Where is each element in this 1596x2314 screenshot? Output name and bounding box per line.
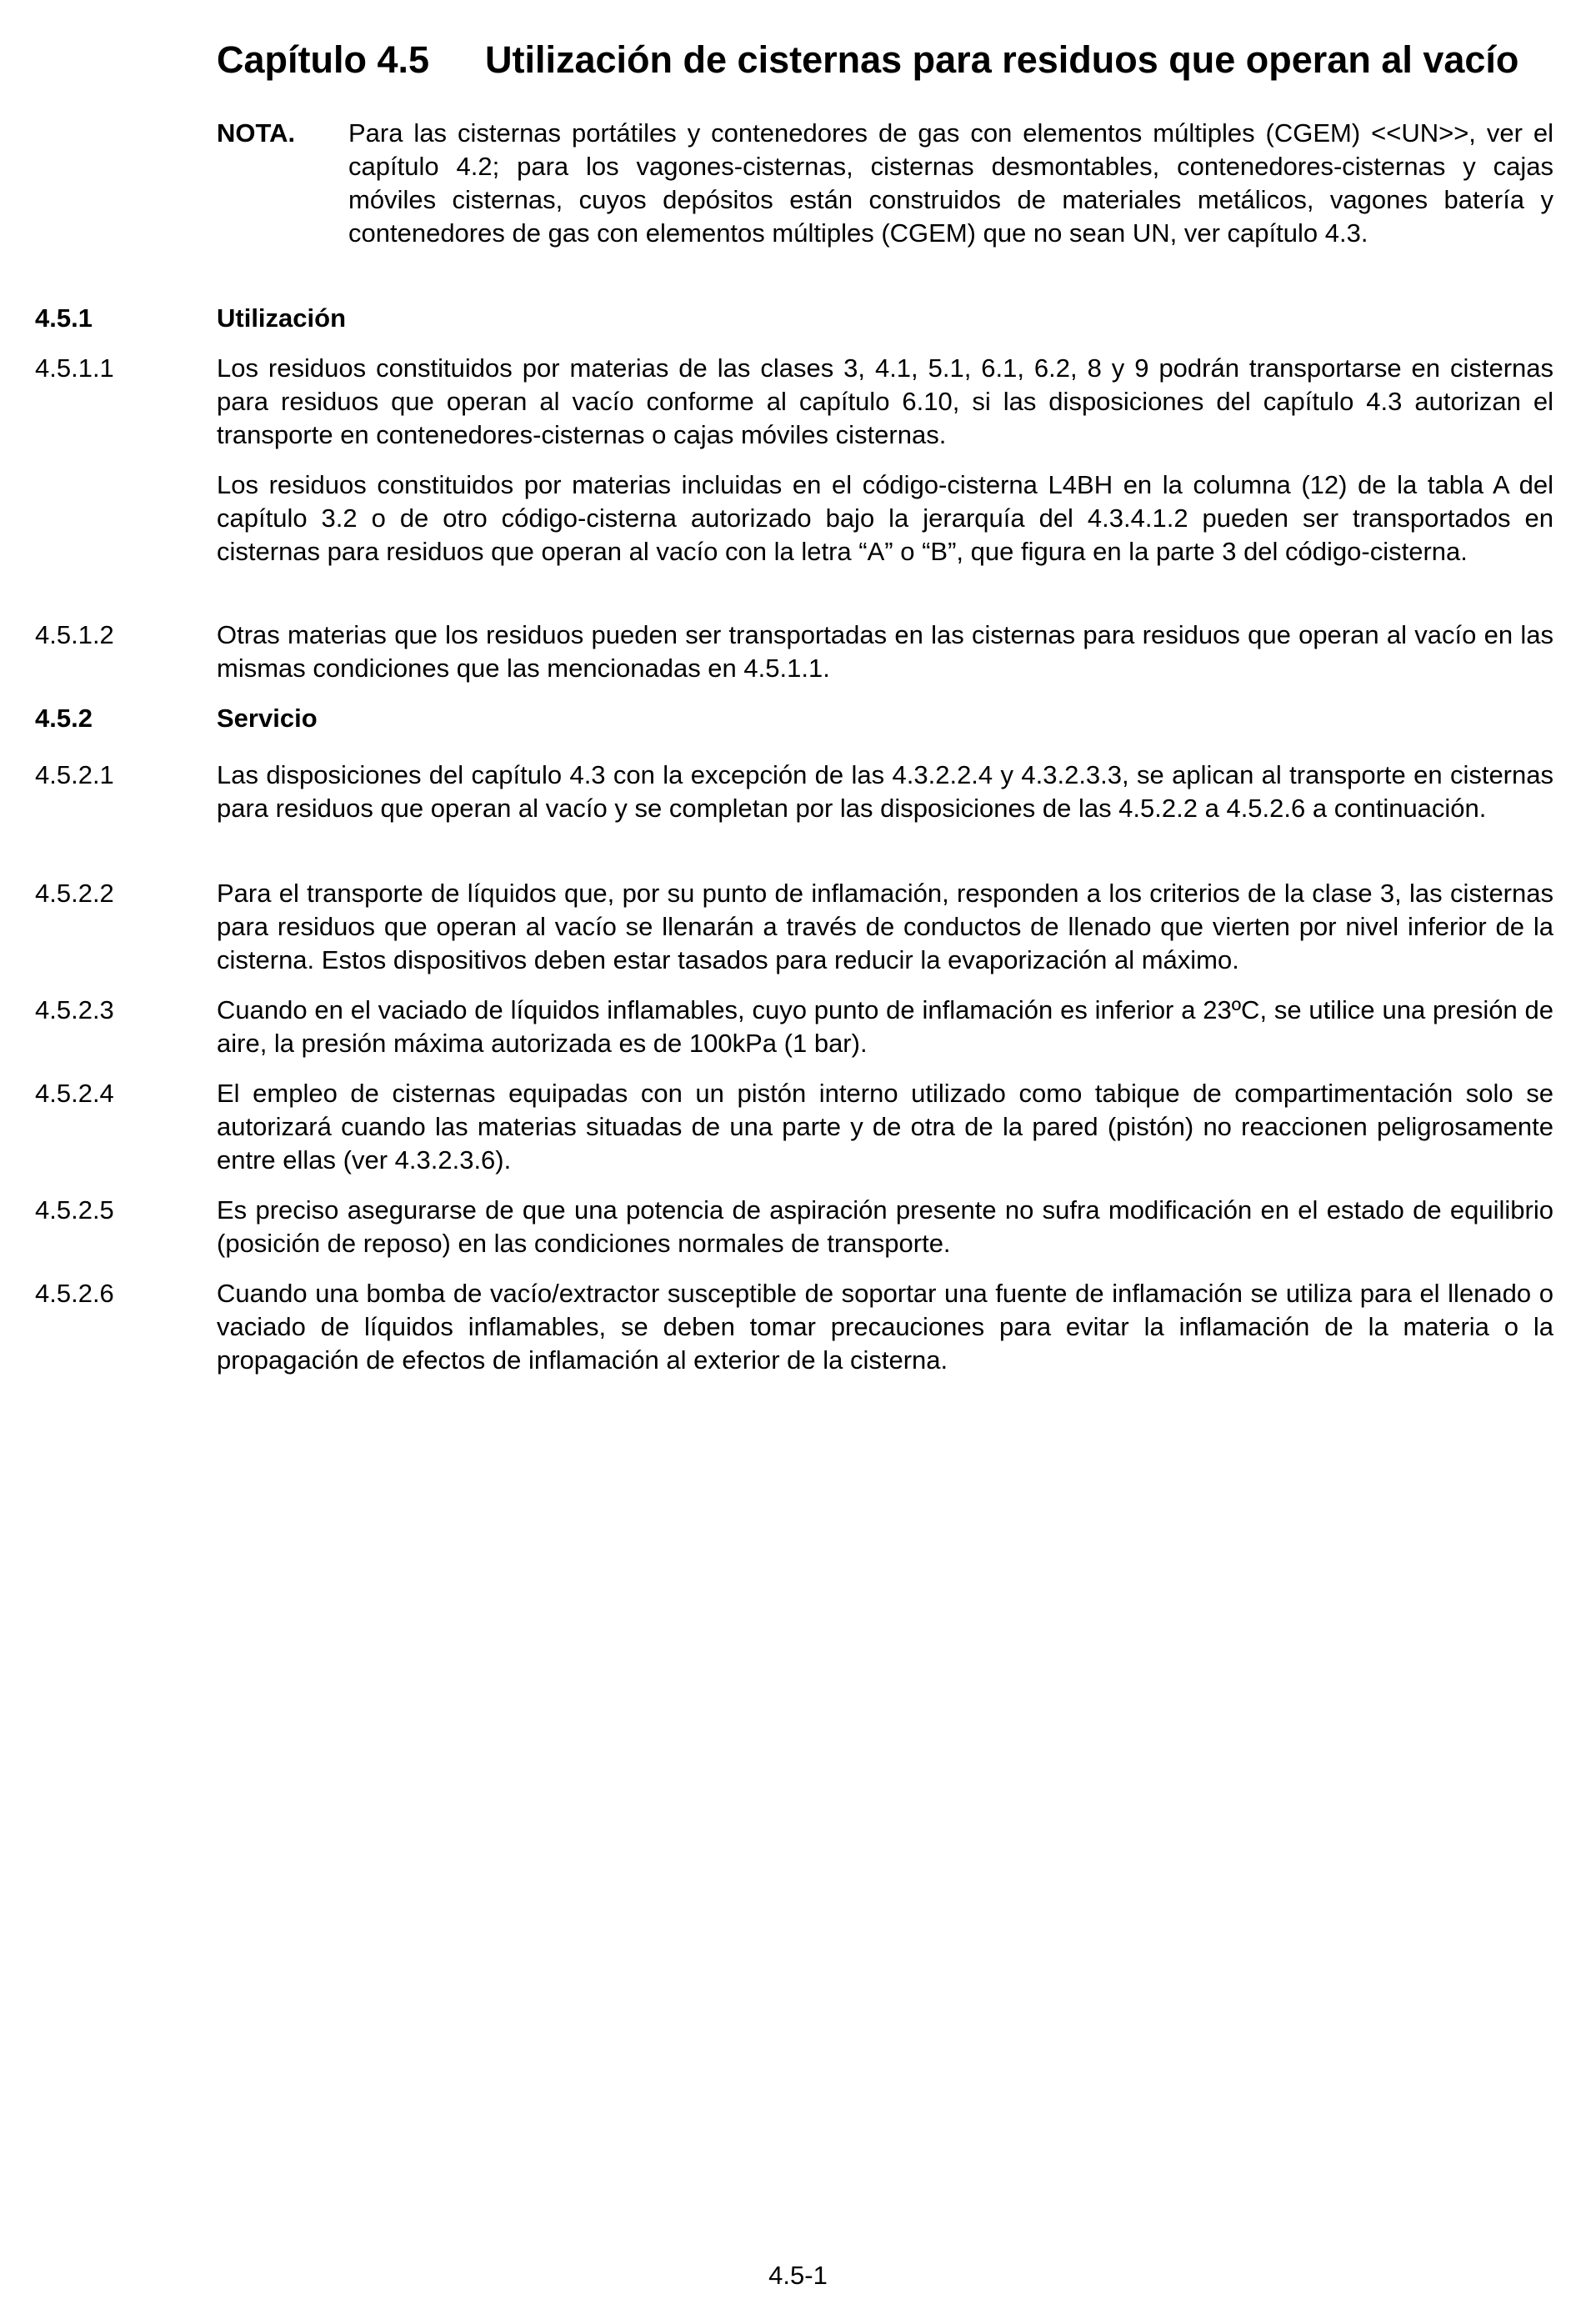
paragraph: El empleo de cisternas equipadas con un pistón interno utilizado como tabique de compartimentación solo se autorizará cuando las materias situadas de una parte y de otra de la pared (pistón) no reaccionen peligrosamente entre ellas (ver 4.3.2.3.6). <box>217 1079 1553 1175</box>
subsection-number: 4.5.1.1 <box>35 353 114 383</box>
paragraph: Es preciso asegurarse de que una potencia de aspiración presente no sufra modificación en el estado de equilibrio (posición de reposo) en las condiciones normales de transporte. <box>217 1195 1553 1258</box>
page-number: 4.5-1 <box>768 2261 828 2290</box>
subsection-4-5-1-1 <box>35 352 1553 452</box>
paragraph: Los residuos constituidos por materias de las clases 3, 4.1, 5.1, 6.1, 6.2, 8 y 9 podrán transportarse en cisternas para residuos que operan al vacío conforme al capítulo 6.10, si las disposiciones del capítulo 4.3 autorizan el transporte en contenedores-cisternas o cajas móviles cisternas. <box>217 353 1553 449</box>
subsection-number: 4.5.2.1 <box>35 760 114 789</box>
subsection-number: 4.5.2.6 <box>35 1279 114 1308</box>
subsection-number: 4.5.2.3 <box>35 995 114 1024</box>
subsection-number: 4.5.1.2 <box>35 620 114 649</box>
paragraph: Cuando en el vaciado de líquidos inflamables, cuyo punto de inflamación es inferior a 23ºC, se utilice una presión de aire, la presión máxima autorizada es de 100kPa (1 bar). <box>217 995 1553 1058</box>
subsection-4-5-1-1-continued <box>35 468 1553 568</box>
chapter-heading: Utilización de cisternas para residuos que operan al vacío <box>485 38 1519 81</box>
note-block <box>217 117 1553 250</box>
note-text: Para las cisternas portátiles y contenedores de gas con elementos múltiples (CGEM) <<UN>>, ver el capítulo 4.2; para los vagones-cisternas, cisternas desmontables, contenedores-cisternas y cajas móviles cisternas, cuyos depósitos están construidos de materiales metálicos, vagones batería y contenedores de gas con elementos múltiples (CGEM) que no sean UN, ver capítulo 4.3. <box>348 118 1553 248</box>
section-number: 4.5.2 <box>35 704 93 733</box>
subsection-4-5-2-2 <box>35 877 1553 977</box>
subsection-number: 4.5.2.5 <box>35 1195 114 1225</box>
chapter-title <box>217 35 1518 85</box>
subsection-4-5-1-2 <box>35 619 1553 685</box>
paragraph: Los residuos constituidos por materias incluidas en el código-cisterna L4BH en la columna (12) de la tabla A del capítulo 3.2 o de otro código-cisterna autorizado bajo la jerarquía del 4.3.4.1.2 pueden ser transportados en cisternas para residuos que operan al vacío con la letra “A” o “B”, que figura en la parte 3 del código-cisterna. <box>217 470 1553 566</box>
subsection-number: 4.5.2.4 <box>35 1079 114 1108</box>
subsection-4-5-2-6 <box>35 1277 1553 1377</box>
section-number: 4.5.1 <box>35 303 93 333</box>
section-heading: Servicio <box>217 704 318 733</box>
section-heading: Utilización <box>217 303 347 333</box>
chapter-number: Capítulo 4.5 <box>217 38 430 81</box>
paragraph: Para el transporte de líquidos que, por su punto de inflamación, responden a los criterios de la clase 3, las cisternas para residuos que operan al vacío se llenarán a través de conductos de llenado que vierten por nivel inferior de la cisterna. Estos dispositivos deben estar tasados para reducir la evaporización al máximo. <box>217 879 1553 974</box>
subsection-number: 4.5.2.2 <box>35 879 114 908</box>
note-label: NOTA. <box>217 118 296 148</box>
subsection-4-5-2-5 <box>35 1194 1553 1260</box>
paragraph: Otras materias que los residuos pueden ser transportadas en las cisternas para residuos que operan al vacío en las mismas condiciones que las mencionadas en 4.5.1.1. <box>217 620 1553 683</box>
subsection-4-5-2-3 <box>35 994 1553 1060</box>
subsection-4-5-2-4 <box>35 1077 1553 1177</box>
paragraph: Las disposiciones del capítulo 4.3 con la excepción de las 4.3.2.2.4 y 4.3.2.3.3, se aplican al transporte en cisternas para residuos que operan al vacío y se completan por las disposiciones de las 4.5.2.2 a 4.5.2.6 a continuación. <box>217 760 1553 823</box>
subsection-4-5-2-1 <box>35 759 1553 825</box>
paragraph: Cuando una bomba de vacío/extractor susceptible de soportar una fuente de inflamación se utiliza para el llenado o vaciado de líquidos inflamables, se deben tomar precauciones para evitar la inflamación de la materia o la propagación de efectos de inflamación al exterior de la cisterna. <box>217 1279 1553 1375</box>
